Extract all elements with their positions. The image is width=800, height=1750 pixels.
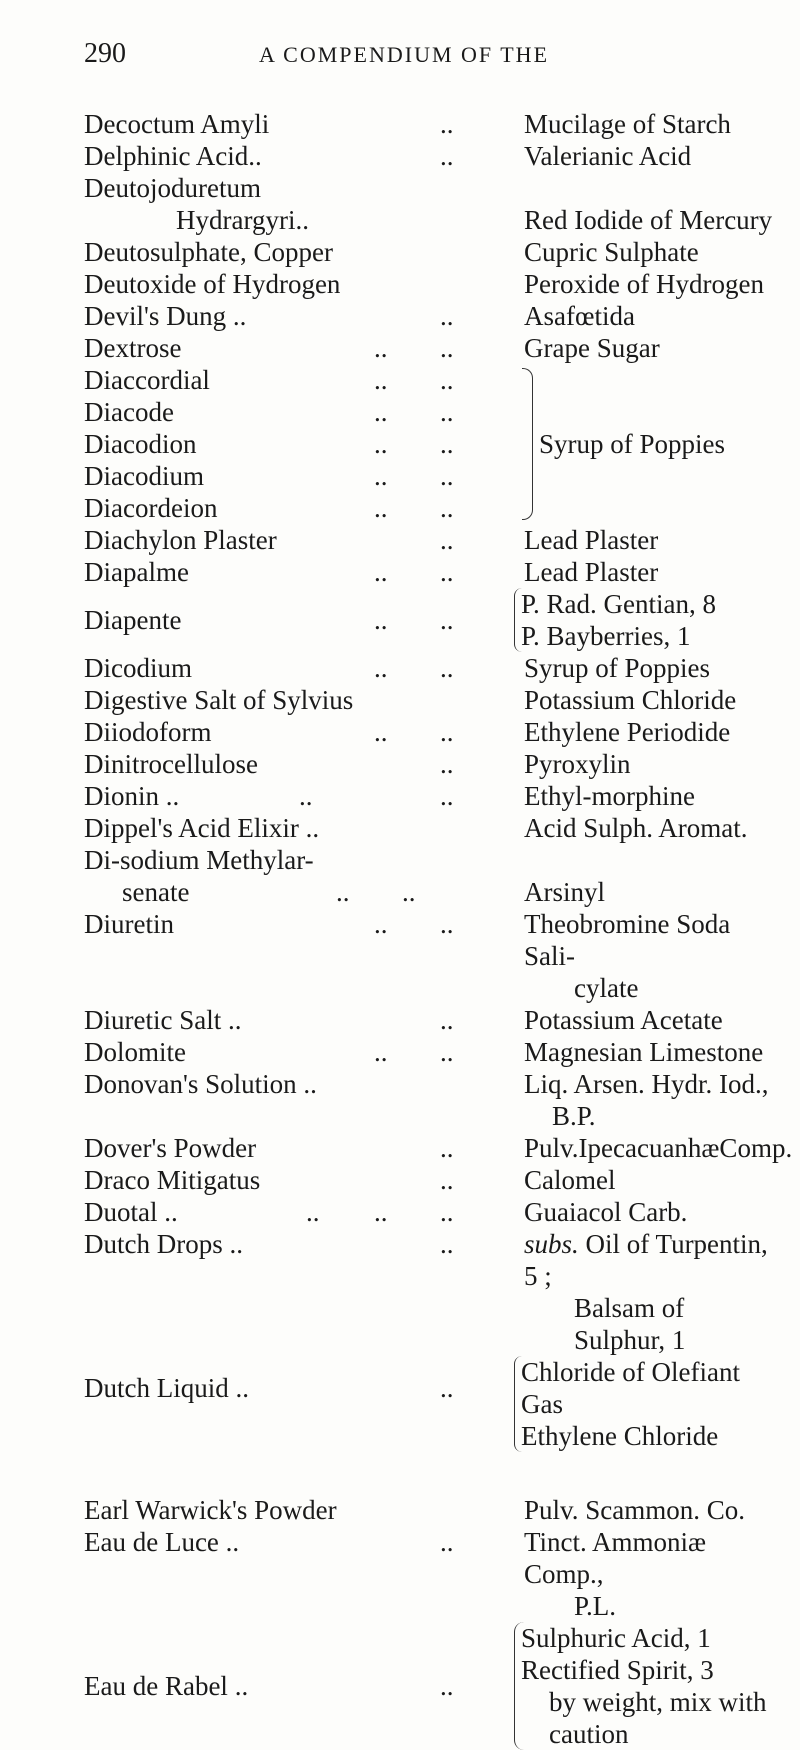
entry-definition: Sulphuric Acid, 1 — [521, 1623, 711, 1653]
entry-definition: Acid Sulph. Aromat. — [524, 813, 748, 843]
glossary-entries — [84, 108, 793, 1750]
entry: Dionin .. .. .. Ethyl-morphine — [84, 780, 774, 812]
entry-definition-continuation: by weight, mix with — [549, 1687, 767, 1717]
entry-definition: subs. Oil of Turpentin, 5 ; — [524, 1229, 768, 1291]
entry: Diuretic Salt .. .. Potassium Acetate — [84, 1004, 774, 1036]
entry-definition: Red Iodide of Mercury — [524, 205, 773, 235]
entry-definition: Potassium Chloride — [524, 685, 737, 715]
entry: Dextrose .. .. Grape Sugar — [84, 332, 774, 364]
entry-term: Di-sodium Methylar- — [84, 845, 314, 875]
entry-term: Dutch Drops .. — [84, 1229, 243, 1259]
entry — [84, 1068, 774, 1132]
entry-term: Diacordeion — [84, 493, 218, 523]
entry: Dolomite .. .. Magnesian Limestone — [84, 1036, 774, 1068]
entry-definition-continuation: caution — [549, 1719, 629, 1749]
entry-term: Dinitrocellulose — [84, 749, 258, 779]
entry-definition: Mucilage of Starch — [524, 109, 731, 139]
entry: Eau de Luce .. .. Tinct. Ammoniæ Comp., P.L. — [84, 1526, 774, 1622]
entry-definition: Asafœtida — [524, 301, 635, 331]
entry: Draco Mitigatus .. Calomel — [84, 1164, 774, 1196]
page-header — [84, 38, 760, 78]
entry-definition: Rectified Spirit, 3 — [521, 1655, 714, 1685]
running-title: A COMPENDIUM OF THE — [259, 42, 550, 67]
entry-term: Diapalme — [84, 557, 189, 587]
entry-term: Delphinic Acid.. — [84, 141, 262, 171]
entry-definition: Lead Plaster — [524, 557, 659, 587]
entry: Diapalme .. .. Lead Plaster — [84, 556, 774, 588]
entry-definition: Liq. Arsen. Hydr. Iod., — [524, 1069, 769, 1099]
entry — [84, 172, 774, 236]
entry-term: Dicodium — [84, 653, 192, 683]
entry: Diuretin .. .. Theobromine Soda Sali- cylate — [84, 908, 774, 1004]
entry-definition: P. Rad. Gentian, 8 — [521, 589, 716, 619]
entry: Dutch Liquid .. .. Chloride of Olefiant Gas Ethylene Chloride — [84, 1356, 774, 1452]
entry-definition: P. Bayberries, 1 — [521, 621, 691, 651]
entry-term: Dolomite — [84, 1037, 186, 1067]
entry-definition: Theobromine Soda Sali- — [524, 909, 731, 971]
entry: Diachylon Plaster .. Lead Plaster — [84, 524, 774, 556]
entry-term: Earl Warwick's Powder — [84, 1495, 337, 1525]
entry — [84, 812, 774, 844]
entry: Eau de Rabel .. .. Sulphuric Acid, 1 Rectified Spirit, 3 by weight, mix with caution — [84, 1622, 774, 1750]
entry: Dicodium .. .. Syrup of Poppies — [84, 652, 774, 684]
entry-term: Diacodion — [84, 429, 197, 459]
entry-term: Decoctum Amyli — [84, 109, 270, 139]
entry-term: Eau de Luce .. — [84, 1527, 240, 1557]
entry: Duotal .. .. .. .. Guaiacol Carb. — [84, 1196, 774, 1228]
entry: Dinitrocellulose .. Pyroxylin — [84, 748, 774, 780]
entry-definition-continuation: P.L. — [574, 1591, 617, 1621]
entry-definition: Grape Sugar — [524, 333, 660, 363]
entry-term: Diapente — [84, 605, 182, 635]
entry-term: Draco Mitigatus — [84, 1165, 261, 1195]
entry-term: Diuretin — [84, 909, 174, 939]
entry-term: Dextrose — [84, 333, 182, 363]
entry — [84, 1494, 774, 1526]
entry-definition: Guaiacol Carb. — [524, 1197, 688, 1227]
entry-term: Diaccordial — [84, 365, 210, 395]
entry-definition: Calomel — [524, 1165, 616, 1195]
entry: Decoctum Amyli .. Mucilage of Starch — [84, 108, 774, 140]
brace — [522, 368, 533, 520]
entry: Delphinic Acid.. .. Valerianic Acid — [84, 140, 774, 172]
entry-term-continuation: Hydrargyri.. — [176, 205, 309, 235]
entry — [84, 684, 774, 716]
entry-definition: Ethylene Periodide — [524, 717, 731, 747]
entry-definition: Lead Plaster — [524, 525, 659, 555]
entry-term: Diiodoform — [84, 717, 212, 747]
page-number: 290 — [84, 38, 126, 69]
entry — [84, 844, 774, 908]
entry-term: Diacodium — [84, 461, 204, 491]
entry-definition: Syrup of Poppies — [539, 429, 726, 459]
entry-term: Diacode — [84, 397, 174, 427]
entry: Diiodoform .. .. Ethylene Periodide — [84, 716, 774, 748]
entry-definition: Pyroxylin — [524, 749, 631, 779]
entry-definition: Chloride of Olefiant Gas — [521, 1357, 740, 1419]
entry-definition: Magnesian Limestone — [524, 1037, 764, 1067]
entry — [84, 236, 774, 268]
entry-term: Deutojoduretum — [84, 173, 261, 203]
entry-term: Dionin .. — [84, 781, 180, 811]
entry-term: Dutch Liquid .. — [84, 1373, 249, 1403]
entry-definition: Ethyl-morphine — [524, 781, 695, 811]
entry: Devil's Dung .. .. Asafœtida — [84, 300, 774, 332]
entry-definition: Syrup of Poppies — [524, 653, 711, 683]
entry-definition: Ethylene Chloride — [521, 1421, 719, 1451]
entry-term: Duotal .. — [84, 1197, 178, 1227]
entry-definition: Cupric Sulphate — [524, 237, 699, 267]
entry-definition: Pulv.IpecacuanhæComp. — [524, 1133, 793, 1163]
entry-term: Digestive Salt of Sylvius — [84, 685, 354, 715]
entry-term: Devil's Dung .. — [84, 301, 247, 331]
entry-term: Deutosulphate, Copper — [84, 237, 333, 267]
entry-term: Dippel's Acid Elixir .. — [84, 813, 320, 843]
entry-definition: Tinct. Ammoniæ Comp., — [524, 1527, 707, 1589]
entry-definition: Pulv. Scammon. Co. — [524, 1495, 746, 1525]
entry-definition-continuation: cylate — [574, 973, 639, 1003]
entry-term: Donovan's Solution .. — [84, 1069, 317, 1099]
entry-definition: Peroxide of Hydrogen — [524, 269, 764, 299]
entry-term: Eau de Rabel .. — [84, 1671, 249, 1701]
entry-term: Diachylon Plaster — [84, 525, 277, 555]
entry-definition-continuation: B.P. — [552, 1101, 596, 1131]
entry-definition-continuation: Balsam of Sulphur, 1 — [574, 1293, 686, 1355]
entry-term: Dover's Powder — [84, 1133, 257, 1163]
entry-definition: Valerianic Acid — [524, 141, 692, 171]
entry-group-syrup: Diaccordial .. .. Diacode .. .. Diacodion .. .. Diacodium .. .. Diacordeion .. .. Syrup of Poppies — [84, 364, 774, 524]
entry-definition: Potassium Acetate — [524, 1005, 723, 1035]
entry: Diapente .. .. P. Rad. Gentian, 8 P. Bayberries, 1 — [84, 588, 774, 652]
entry: Dutch Drops .. .. subs. Oil of Turpentin, 5 ; Balsam of Sulphur, 1 — [84, 1228, 774, 1356]
entry-term: Deutoxide of Hydrogen — [84, 269, 341, 299]
entry: Dover's Powder .. Pulv.IpecacuanhæComp. — [84, 1133, 793, 1163]
entry-term: Diuretic Salt .. — [84, 1005, 242, 1035]
entry — [84, 268, 774, 300]
entry-term-continuation: senate .. .. — [122, 877, 416, 907]
entry-definition: Arsinyl — [524, 877, 605, 907]
